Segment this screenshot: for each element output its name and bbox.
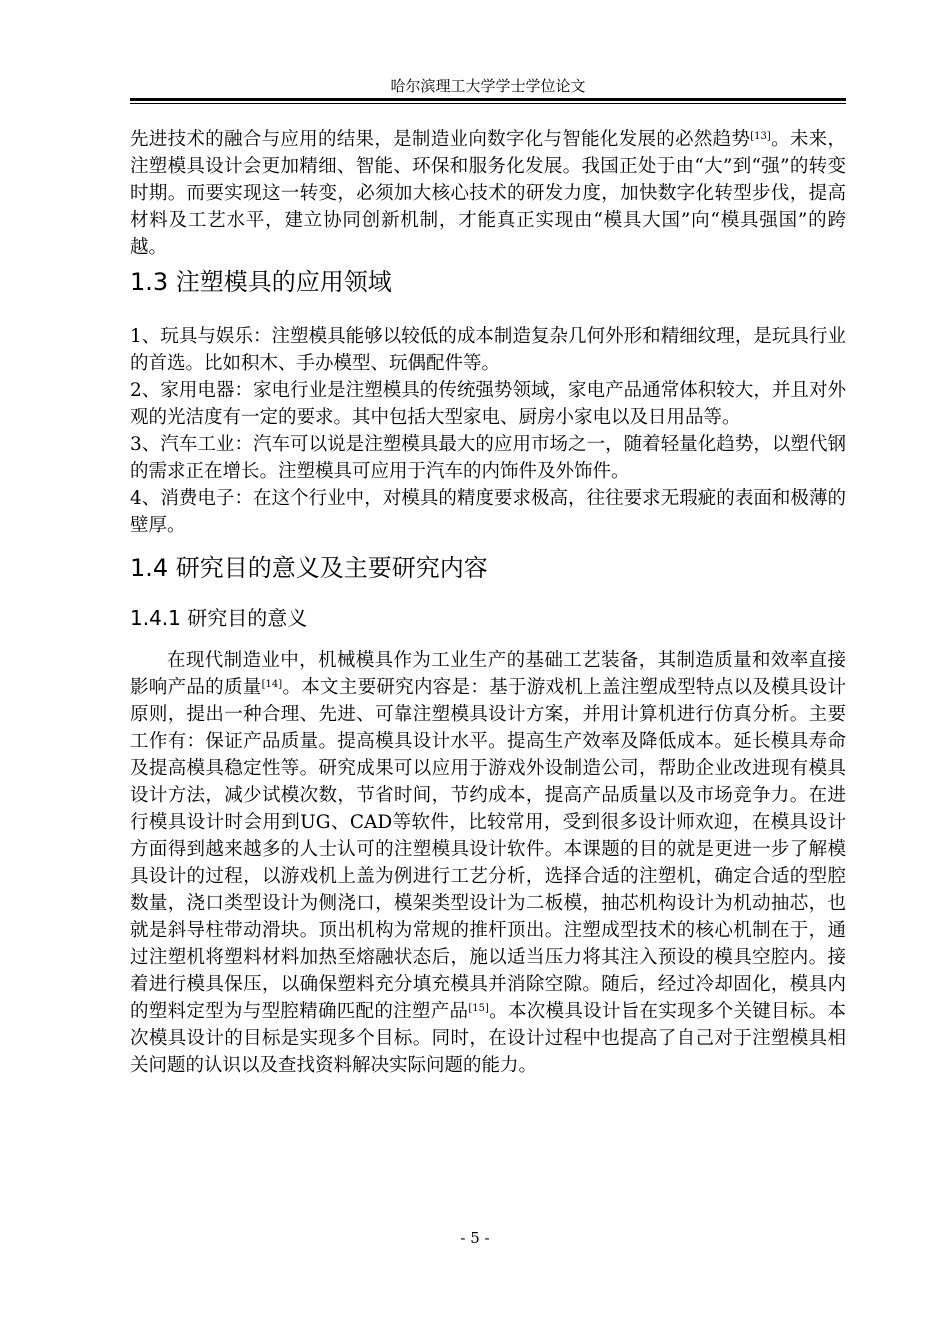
application-item-automotive: 3、汽车工业：汽车可以说是注塑模具最大的应用市场之一，随着轻量化趋势，以塑代钢的需求正在增长。注塑模具可应用于汽车的内饰件及外饰件。: [130, 434, 846, 482]
application-item-appliances: 2、家用电器：家电行业是注塑模具的传统强势领域，家电产品通常体积较大，并且对外观的光洁度有一定的要求。其中包括大型家电、厨房小家电以及日用品等。: [130, 380, 846, 428]
page-body: [130, 126, 846, 1079]
section-1-3-heading: 1.3 注塑模具的应用领域: [130, 268, 392, 296]
citation-15: [15]: [468, 1003, 489, 1014]
page-number: - 5 -: [460, 1229, 490, 1247]
application-item-toys: 1、玩具与娱乐：注塑模具能够以较低的成本制造复杂几何外形和精细纹理，是玩具行业的首选。比如积木、手办模型、玩偶配件等。: [130, 326, 846, 374]
intro-paragraph: 先进技术的融合与应用的结果，是制造业向数字化与智能化发展的必然趋势[13]。未来，注塑模具设计会更加精细、智能、环保和服务化发展。我国正处于由“大”到“强”的转变时期。而要实现这一转变，必须加大核心技术的研发力度，加快数字化转型步伐，提高材料及工艺水平，建立协同创新机制，才能真正实现由“模具大国”向“模具强国”的跨越。: [130, 129, 846, 258]
section-1-4-heading: 1.4 研究目的意义及主要研究内容: [130, 554, 488, 582]
application-item-electronics: 4、消费电子：在这个行业中，对模具的精度要求极高，往往要求无瑕疵的表面和极薄的壁厚。: [130, 488, 846, 536]
section-1-4-1-heading: 1.4.1 研究目的意义: [130, 606, 308, 630]
header-rule-thick: [130, 98, 846, 101]
running-header: 哈尔滨理工大学学士学位论文: [390, 77, 586, 95]
citation-14: [14]: [261, 679, 283, 690]
research-purpose-paragraph: 在现代制造业中，机械模具作为工业生产的基础工艺装备，其制造质量和效率直接影响产品的质量[14]。本文主要研究内容是：基于游戏机上盖注塑成型特点以及模具设计原则，提出一种合理、先进、可靠注塑模具设计方案，并用计算机进行仿真分析。主要工作有：保证产品质量。提高模具设计水平。提高生产效率及降低成本。延长模具寿命及提高模具稳定性等。研究成果可以应用于游戏外设制造公司，帮助企业改进现有模具设计方法，减少试模次数，节省时间，节约成本，提高产品质量以及市场竞争力。在进行模具设计时会用到UG、CAD等软件，比较常用，受到很多设计师欢迎，在模具设计方面得到越来越多的人士认可的注塑模具设计软件。本课题的目的就是更进一步了解模具设计的过程，以游戏机上盖为例进行工艺分析，选择合适的注塑机，确定合适的型腔数量，浇口类型设计为侧浇口，模架类型设计为二板模，抽芯机构设计为机动抽芯，也就是斜导柱带动滑块。顶出机构为常规的推杆顶出。注塑成型技术的核心机制在于，通过注塑机将塑料材料加热至熔融状态后，施以适当压力将其注入预设的模具空腔内。接着进行模具保压，以确保塑料充分填充模具并消除空隙。随后，经过冷却固化，模具内的塑料定型为与型腔精确匹配的注塑产品[15]。本次模具设计旨在实现多个关键目标。本次模具设计的目标是实现多个目标。同时，在设计过程中也提高了自己对于注塑模具相关问题的认识以及查找资料解决实际问题的能力。: [130, 650, 846, 1076]
citation-13: [13]: [750, 131, 771, 142]
header-rule-thin: [130, 103, 846, 104]
